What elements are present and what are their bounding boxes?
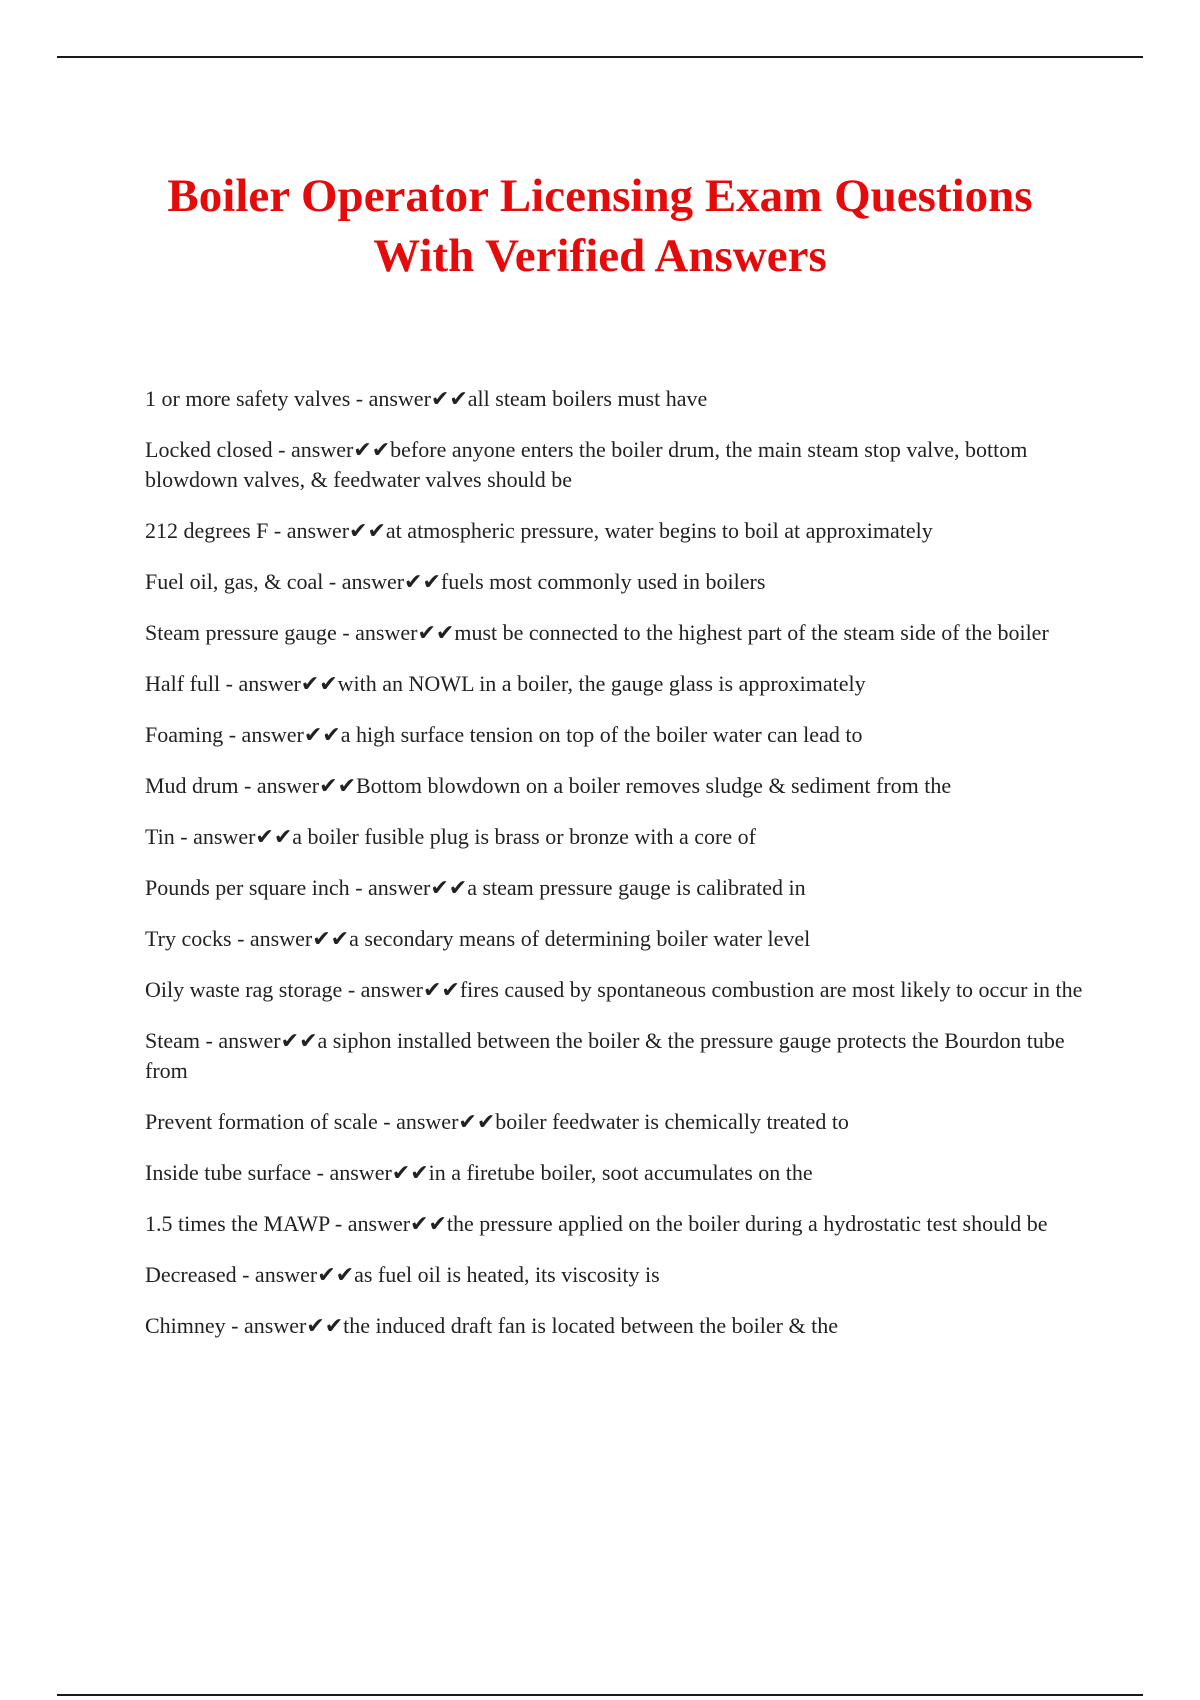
qa-question: must be connected to the highest part of the steam side of the boiler xyxy=(454,620,1049,645)
qa-answer: 1.5 times the MAWP xyxy=(145,1211,330,1236)
qa-item xyxy=(145,1209,1085,1239)
answer-separator: - answer✔✔ xyxy=(220,671,338,696)
qa-question: boiler feedwater is chemically treated to xyxy=(495,1109,849,1134)
qa-item xyxy=(145,1311,1085,1341)
qa-item xyxy=(145,1026,1085,1086)
qa-item xyxy=(145,822,1085,852)
answer-separator: - answer✔✔ xyxy=(350,386,468,411)
qa-item xyxy=(145,1260,1085,1290)
qa-question: a secondary means of determining boiler water level xyxy=(349,926,811,951)
qa-item xyxy=(145,771,1085,801)
qa-item xyxy=(145,567,1085,597)
qa-item xyxy=(145,669,1085,699)
qa-question: with an NOWL in a boiler, the gauge glass is approximately xyxy=(337,671,866,696)
qa-question: before anyone enters the boiler drum, the main steam stop valve, bottom blowdown valves, & feedwater valves should be xyxy=(145,437,1028,492)
qa-answer: Steam xyxy=(145,1028,200,1053)
answer-separator: - answer✔✔ xyxy=(329,1211,447,1236)
qa-question: at atmospheric pressure, water begins to boil at approximately xyxy=(385,518,933,543)
qa-answer: Foaming xyxy=(145,722,224,747)
answer-separator: - answer✔✔ xyxy=(268,518,386,543)
answer-separator: - answer✔✔ xyxy=(349,875,468,900)
qa-question: the pressure applied on the boiler during a hydrostatic test should be xyxy=(446,1211,1048,1236)
answer-separator: - answer✔✔ xyxy=(174,824,293,849)
answer-separator: - answer✔✔ xyxy=(236,1262,355,1287)
qa-answer: Decreased xyxy=(145,1262,237,1287)
qa-item xyxy=(145,720,1085,750)
qa-answer: Try cocks xyxy=(145,926,232,951)
answer-separator: - answer✔✔ xyxy=(272,437,391,462)
qa-question: a boiler fusible plug is brass or bronze with a core of xyxy=(292,824,756,849)
qa-answer: Mud drum xyxy=(145,773,239,798)
qa-question: Bottom blowdown on a boiler removes sludge & sediment from the xyxy=(356,773,952,798)
answer-separator: - answer✔✔ xyxy=(231,926,350,951)
title-line-2: With Verified Answers xyxy=(373,230,827,282)
answer-separator: - answer✔✔ xyxy=(225,1313,344,1338)
answer-separator: - answer✔✔ xyxy=(342,977,460,1002)
qa-item xyxy=(145,618,1085,648)
qa-item xyxy=(145,435,1085,495)
qa-answer: Steam pressure gauge xyxy=(145,620,337,645)
qa-answer: Half full xyxy=(145,671,221,696)
qa-answer: Prevent formation of scale xyxy=(145,1109,378,1134)
qa-answer: Locked closed xyxy=(145,437,273,462)
qa-item xyxy=(145,924,1085,954)
qa-answer: Tin xyxy=(145,824,175,849)
qa-question: fuels most commonly used in boilers xyxy=(440,569,766,594)
bottom-rule xyxy=(57,1694,1143,1696)
qa-question: in a firetube boiler, soot accumulates on the xyxy=(428,1160,813,1185)
qa-answer: 212 degrees F xyxy=(145,518,269,543)
qa-item xyxy=(145,975,1085,1005)
qa-question: a siphon installed between the boiler & the pressure gauge protects the Bourdon tube from xyxy=(145,1028,1065,1083)
title-line-1: Boiler Operator Licensing Exam Questions xyxy=(167,170,1033,222)
qa-answer: Oily waste rag storage xyxy=(145,977,343,1002)
qa-answer: Fuel oil, gas, & coal xyxy=(145,569,324,594)
qa-item xyxy=(145,516,1085,546)
qa-answer: Pounds per square inch xyxy=(145,875,350,900)
qa-question: a steam pressure gauge is calibrated in xyxy=(467,875,806,900)
document-title xyxy=(100,166,1100,286)
qa-question: all steam boilers must have xyxy=(467,386,708,411)
qa-item xyxy=(145,1158,1085,1188)
qa-answer: Inside tube surface xyxy=(145,1160,312,1185)
answer-separator: - answer✔✔ xyxy=(311,1160,429,1185)
qa-question: a high surface tension on top of the boiler water can lead to xyxy=(340,722,863,747)
answer-separator: - answer✔✔ xyxy=(377,1109,496,1134)
qa-item xyxy=(145,384,1085,414)
answer-separator: - answer✔✔ xyxy=(336,620,455,645)
qa-item xyxy=(145,873,1085,903)
answer-separator: - answer✔✔ xyxy=(323,569,441,594)
qa-question: the induced draft fan is located between the boiler & the xyxy=(343,1313,838,1338)
top-rule xyxy=(57,56,1143,58)
answer-separator: - answer✔✔ xyxy=(223,722,341,747)
qa-item xyxy=(145,1107,1085,1137)
qa-list xyxy=(145,384,1085,1362)
qa-question: fires caused by spontaneous combustion are most likely to occur in the xyxy=(459,977,1083,1002)
answer-separator: - answer✔✔ xyxy=(200,1028,318,1053)
qa-answer: 1 or more safety valves xyxy=(145,386,351,411)
qa-answer: Chimney xyxy=(145,1313,226,1338)
answer-separator: - answer✔✔ xyxy=(238,773,356,798)
qa-question: as fuel oil is heated, its viscosity is xyxy=(354,1262,660,1287)
